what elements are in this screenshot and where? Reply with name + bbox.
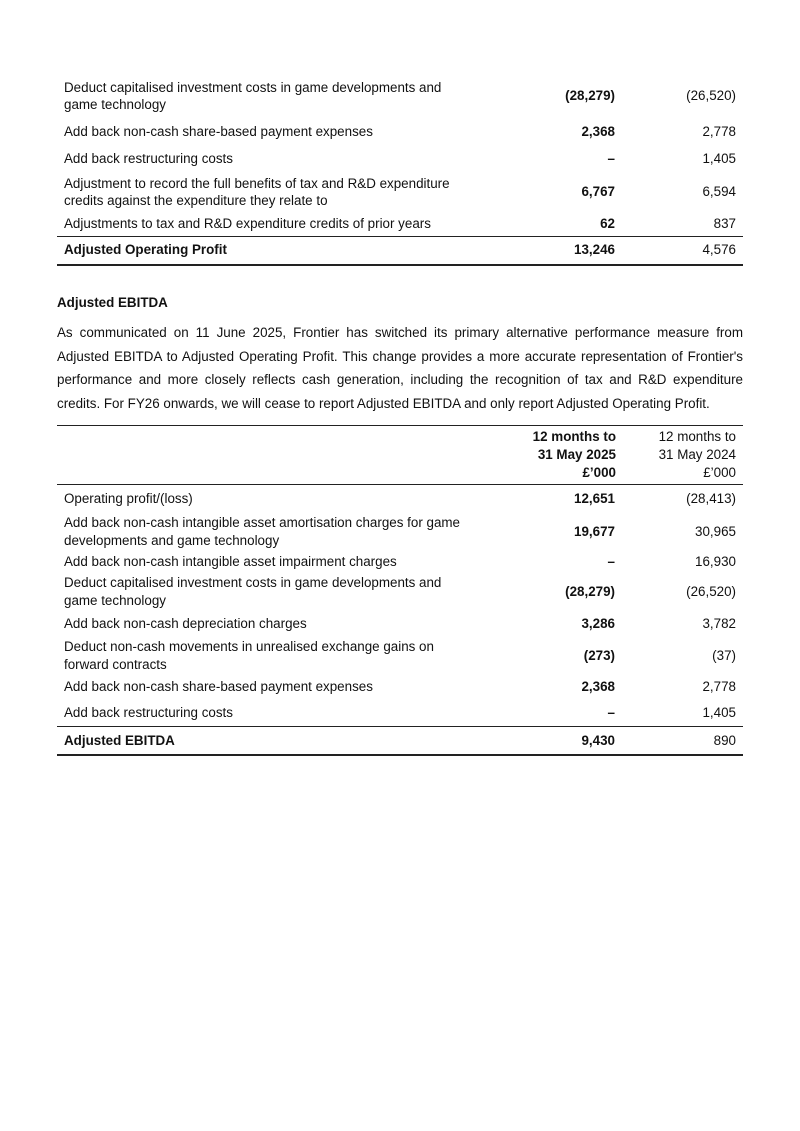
row-current-value: 2,368: [581, 123, 615, 139]
row-prior-value: (28,413): [686, 491, 736, 506]
row-current-value: (28,279): [565, 88, 615, 104]
table-row: [57, 485, 743, 513]
header-current-line: 31 May 2025: [537, 447, 616, 462]
row-label: Add back non-cash intangible asset impairment charges: [64, 553, 397, 569]
row-current-value: –: [607, 553, 615, 569]
table-row: [57, 637, 743, 675]
total-prior-value: 890: [616, 727, 743, 756]
row-label: Add back non-cash share-based payment expenses: [64, 679, 373, 695]
table-row: [57, 700, 743, 727]
row-prior-value: (26,520): [686, 583, 736, 599]
row-label: Add back non-cash depreciation charges: [64, 615, 307, 631]
row-current-value: (28,279): [565, 583, 615, 599]
row-current-value: 19,677: [574, 523, 615, 539]
header-current-line: 12 months to: [532, 429, 616, 444]
row-label: Deduct capitalised investment costs in game developments and game technology: [64, 79, 442, 112]
row-current-value: –: [607, 705, 615, 720]
row-prior-value: 16,930: [695, 553, 736, 569]
row-label: Add back restructuring costs: [64, 705, 233, 720]
row-prior-value: 837: [713, 216, 736, 231]
row-current-value: (273): [583, 647, 615, 663]
table-row: [57, 551, 743, 573]
row-current-value: 12,651: [574, 491, 615, 506]
row-label: Operating profit/(loss): [64, 491, 193, 506]
section-paragraph: As communicated on 11 June 2025, Frontier has switched its primary alternative performance measure from Adjusted EBITDA to Adjusted Operating Profit. This change provides a more accurate representation of Frontier's performance and more closely reflects cash generation, including the recognition of tax and R&D expenditure credits. For FY26 onwards, we will cease to report Adjusted EBITDA and only report Adjusted Operating Profit.: [57, 325, 743, 411]
section-heading: Adjusted EBITDA: [57, 295, 168, 310]
row-current-value: 6,767: [581, 184, 615, 200]
row-prior-value: 30,965: [695, 523, 736, 539]
total-label: Adjusted EBITDA: [57, 727, 478, 756]
table-row: [57, 675, 743, 700]
total-row: [57, 236, 743, 265]
header-current-period: [478, 426, 616, 485]
total-row: [57, 727, 743, 756]
adjusted-ebitda-table: [57, 425, 743, 756]
table-row: [57, 74, 743, 118]
row-current-value: 2,368: [581, 679, 615, 695]
row-current-value: –: [607, 150, 615, 166]
total-current-value: 9,430: [478, 727, 616, 756]
row-prior-value: 1,405: [702, 150, 736, 166]
row-label: Adjustments to tax and R&D expenditure credits of prior years: [64, 216, 431, 231]
table-row: [57, 611, 743, 637]
row-prior-value: 3,782: [702, 615, 736, 631]
table-body: [57, 74, 743, 236]
header-prior-line: 12 months to: [658, 429, 736, 444]
row-label: Deduct capitalised investment costs in game developments and game technology: [64, 575, 442, 608]
total-label: Adjusted Operating Profit: [57, 236, 478, 265]
row-label: Add back non-cash intangible asset amortisation charges for game developments and game technology: [64, 515, 460, 548]
row-prior-value: (26,520): [686, 88, 736, 104]
row-prior-value: (37): [712, 647, 736, 663]
header-prior-line: £’000: [703, 465, 736, 480]
table-row: [57, 172, 743, 212]
table-row: [57, 573, 743, 611]
total-current-value: 13,246: [478, 236, 616, 265]
row-prior-value: 2,778: [702, 123, 736, 139]
table-body: [57, 485, 743, 727]
table-row: [57, 212, 743, 236]
adjusted-operating-profit-table: [57, 74, 743, 266]
header-blank-cell: [57, 426, 478, 485]
table-header-row: [57, 426, 743, 485]
row-label: Adjustment to record the full benefits of tax and R&D expenditure credits against the expenditure they relate to: [64, 175, 450, 208]
row-current-value: 62: [600, 216, 615, 231]
row-label: Deduct non-cash movements in unrealised exchange gains on forward contracts: [64, 639, 434, 672]
header-prior-line: 31 May 2024: [658, 447, 736, 462]
row-label: Add back non-cash share-based payment expenses: [64, 123, 373, 139]
header-current-line: £’000: [582, 465, 616, 480]
row-label: Add back restructuring costs: [64, 150, 233, 166]
table-row: [57, 145, 743, 172]
table-row: [57, 513, 743, 551]
row-current-value: 3,286: [581, 615, 615, 631]
row-prior-value: 1,405: [702, 705, 736, 720]
header-prior-period: [616, 426, 743, 485]
row-prior-value: 6,594: [702, 184, 736, 200]
total-prior-value: 4,576: [616, 236, 743, 265]
row-prior-value: 2,778: [702, 679, 736, 695]
table-row: [57, 118, 743, 145]
